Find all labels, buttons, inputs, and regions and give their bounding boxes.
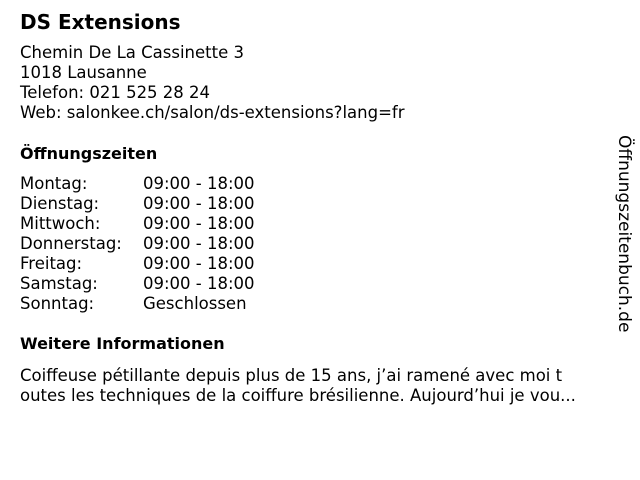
day-label: Sonntag: [20, 294, 95, 313]
day-label: Samstag: [20, 274, 98, 293]
day-label: Freitag: [20, 254, 83, 273]
hours-row-saturday [20, 274, 610, 294]
street-address: Chemin De La Cassinette 3 [20, 43, 244, 62]
day-hours: 09:00 - 18:00 [143, 174, 255, 193]
phone-number: Telefon: 021 525 28 24 [20, 83, 211, 102]
day-hours: 09:00 - 18:00 [143, 194, 255, 213]
hours-row-monday [20, 174, 610, 194]
day-hours: 09:00 - 18:00 [143, 234, 255, 253]
description-text [20, 366, 610, 406]
day-label: Donnerstag: [20, 234, 122, 253]
more-info-heading: Weitere Informationen [20, 334, 225, 353]
website-line: Web: salonkee.ch/salon/ds-extensions?lang=fr [20, 103, 405, 122]
day-label: Montag: [20, 174, 88, 193]
hours-row-friday [20, 254, 610, 274]
day-hours: 09:00 - 18:00 [143, 214, 255, 233]
business-name: DS Extensions [20, 10, 181, 34]
day-label: Mittwoch: [20, 214, 101, 233]
opening-hours-heading: Öffnungszeiten [20, 144, 158, 163]
hours-row-wednesday [20, 214, 610, 234]
description-line: Coiffeuse pétillante depuis plus de 15 ans, j’ai ramené avec moi t [20, 366, 563, 385]
address-block [20, 43, 610, 123]
day-hours: 09:00 - 18:00 [143, 254, 255, 273]
day-hours: Geschlossen [143, 294, 247, 313]
hours-row-tuesday [20, 194, 610, 214]
day-hours: 09:00 - 18:00 [143, 274, 255, 293]
hours-row-thursday [20, 234, 610, 254]
source-watermark: Öffnungszeitenbuch.de [614, 135, 634, 333]
hours-row-sunday [20, 294, 610, 314]
postal-city: 1018 Lausanne [20, 63, 147, 82]
description-line: outes les techniques de la coiffure brésilienne. Aujourd’hui je vou... [20, 386, 576, 405]
business-card [20, 10, 610, 406]
opening-hours-list [20, 174, 610, 314]
day-label: Dienstag: [20, 194, 100, 213]
